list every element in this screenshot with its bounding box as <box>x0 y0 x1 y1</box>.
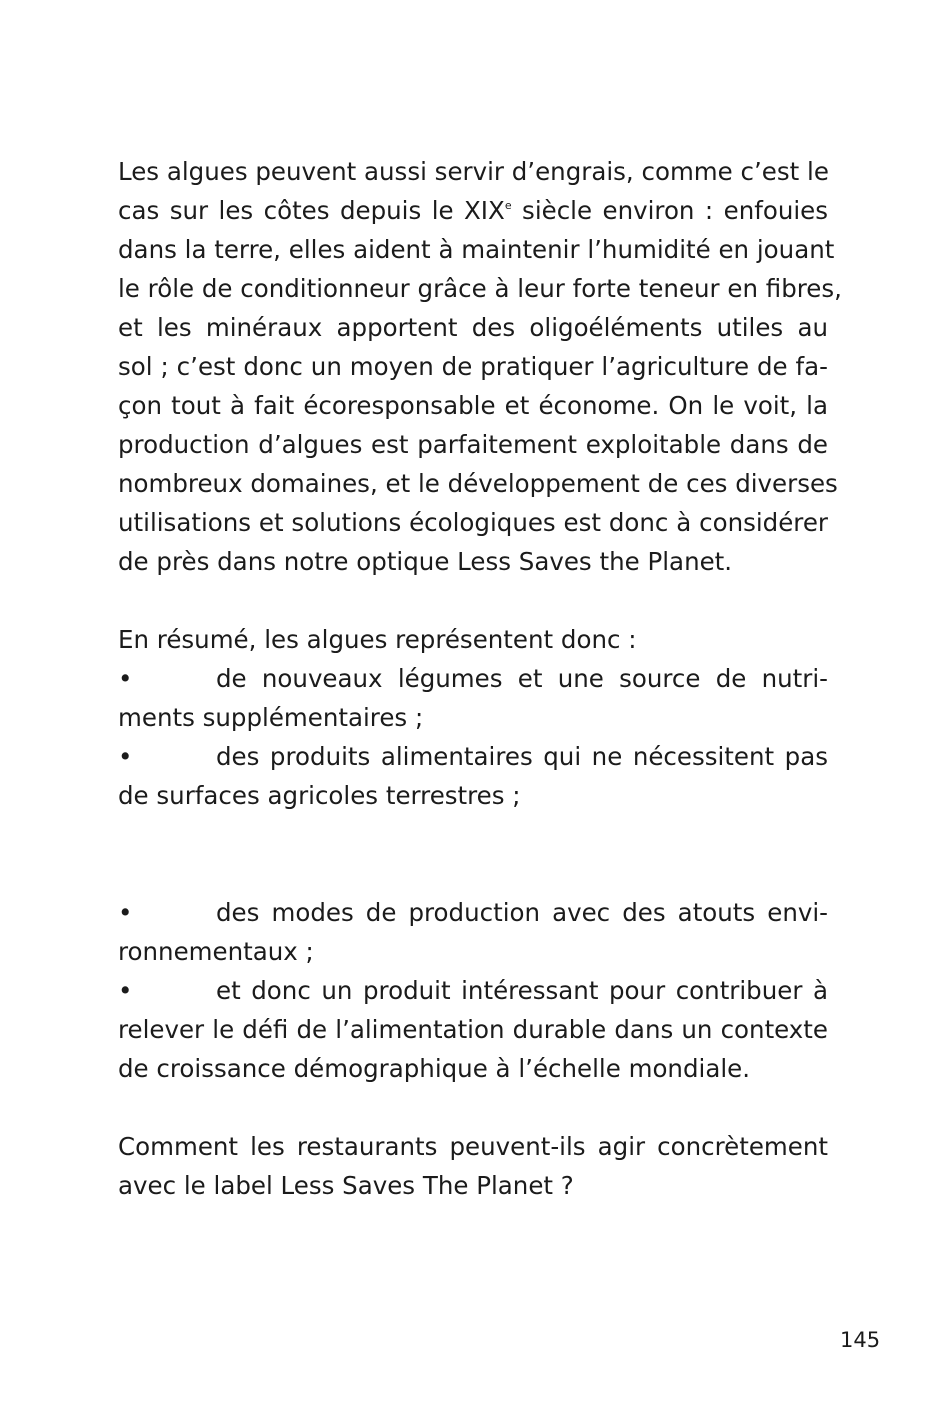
paragraph-line: sol ; c’est donc un moyen de pratiquer l’agriculture de fa- <box>118 352 828 381</box>
paragraph-line: production d’algues est parfaitement exploitable dans de <box>118 430 828 459</box>
list-item-continuation: de croissance démographique à l’échelle mondiale. <box>118 1054 750 1083</box>
question-line: avec le label Less Saves The Planet ? <box>118 1171 574 1200</box>
bullet-icon: • <box>118 976 133 1005</box>
list-item-continuation: ronnementaux ; <box>118 937 314 966</box>
paragraph-line: de près dans notre optique Less Saves the Planet. <box>118 547 733 576</box>
question-line: Comment les restaurants peuvent-ils agir concrètement <box>118 1132 828 1161</box>
list-item-text: des modes de production avec des atouts envi- <box>216 898 828 927</box>
list-item-text: et donc un produit intéressant pour contribuer à <box>216 976 828 1005</box>
bullet-icon: • <box>118 898 133 927</box>
list-item-text: de nouveaux légumes et une source de nutri- <box>216 664 828 693</box>
paragraph-line: et les minéraux apportent des oligoéléments utiles au <box>118 313 828 342</box>
list-item-continuation: relever le défi de l’alimentation durable dans un contexte <box>118 1015 828 1044</box>
list-item <box>118 893 828 932</box>
bullet-icon: • <box>118 664 133 693</box>
paragraph-line: le rôle de conditionneur grâce à leur forte teneur en fibres, <box>118 274 842 303</box>
list-item-continuation: ments supplémentaires ; <box>118 703 424 732</box>
list-item <box>118 737 828 776</box>
summary-intro: En résumé, les algues représentent donc : <box>118 625 637 654</box>
paragraph-line: dans la terre, elles aident à maintenir l’humidité en jouant <box>118 235 835 264</box>
superscript: e <box>504 199 512 212</box>
paragraph-line-with-superscript <box>118 191 828 230</box>
paragraph-line: Les algues peuvent aussi servir d’engrais, comme c’est le <box>118 157 829 186</box>
list-item-continuation: de surfaces agricoles terrestres ; <box>118 781 521 810</box>
list-item-text: des produits alimentaires qui ne nécessitent pas <box>216 742 828 771</box>
paragraph-line: utilisations et solutions écologiques est donc à considérer <box>118 508 828 537</box>
text-segment: siècle environ : enfouies <box>511 196 829 225</box>
bullet-icon: • <box>118 742 133 771</box>
page-number: 145 <box>840 1328 881 1352</box>
paragraph-line: çon tout à fait écoresponsable et économe. On le voit, la <box>118 391 828 420</box>
text-segment: cas sur les côtes depuis le XIX <box>118 196 505 225</box>
paragraph-line: nombreux domaines, et le développement de ces diverses <box>118 469 838 498</box>
list-item <box>118 971 828 1010</box>
list-item <box>118 659 828 698</box>
